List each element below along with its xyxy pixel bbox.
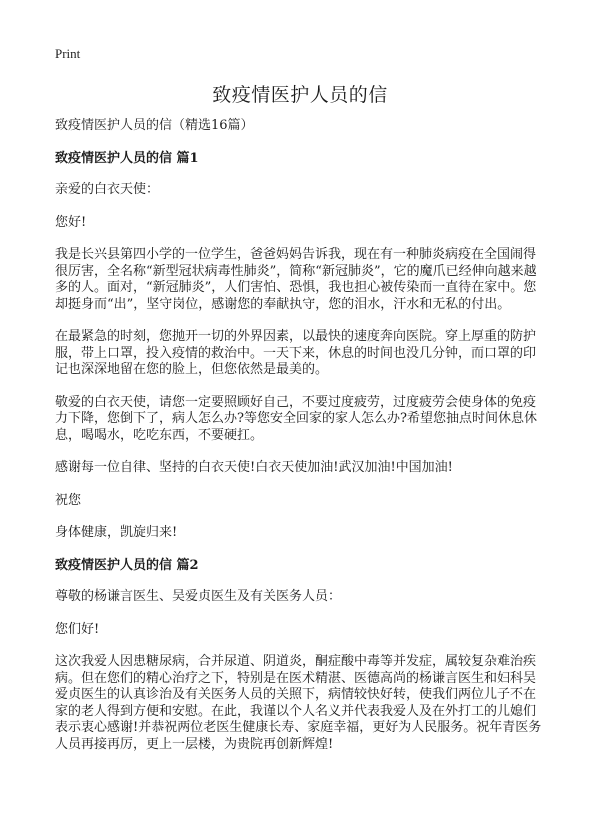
- greeting: 您好!: [55, 214, 87, 230]
- salutation: 亲爱的白衣天使：: [55, 182, 160, 197]
- salutation: 尊敬的杨谦言医生、吴爱贞医生及有关医务人员：: [55, 589, 342, 604]
- closing-line: 祝您: [55, 492, 82, 508]
- document-subtitle: 致疫情医护人员的信（精选16篇）: [55, 118, 254, 133]
- body-paragraph: 感谢每一位自律、坚持的白衣天使!白衣天使加油!武汉加油!中国加油!: [55, 460, 453, 475]
- print-link[interactable]: Print: [55, 46, 81, 61]
- body-paragraph: 我是长兴县第四小学的一位学生，爸爸妈妈告诉我，现在有一种肺炎病疫在全国闹得很厉害，全名称“新型冠状病毒性肺炎”，简称“新冠肺炎”，它的魔爪已经伸向越来越多的人。面对，“新冠肺炎”，人们害怕、恐惧，我也担心被传染而一直待在家中。您却挺身而“出”，坚守岗位，感谢您的奉献执守，您的泪水，汗水和无私的付出。: [55, 247, 537, 312]
- section-heading-2: 致疫情医护人员的信 篇2: [55, 557, 199, 573]
- closing-wish: 身体健康，凯旋归来!: [55, 525, 178, 540]
- document-title: 致疫情医护人员的信: [212, 84, 388, 106]
- greeting: 您们好!: [55, 621, 100, 637]
- body-paragraph: 这次我爱人因患糖尿病，合并尿道、阴道炎，酮症酸中毒等并发症，属较复杂难治疾病。但在您们的精心治疗之下，特别是在医术精湛、医德高尚的杨谦言医生和妇科吴爱贞医生的认真诊治及有关医务人员的关照下，病情较快好转，使我们两位儿子不在家的老人得到方便和安慰。在此，我谨以个人名义并代表我爱人及在外打工的儿媳们表示衷心感谢!并恭祝两位老医生健康长寿、家庭幸福，更好为人民服务。祝年青医务人员再接再厉，更上一层楼，为贵院再创新辉煌!: [55, 654, 542, 752]
- document-body: [55, 118, 545, 769]
- body-paragraph: 敬爱的白衣天使，请您一定要照顾好自己，不要过度疲劳，过度疲劳会使身体的免疫力下降，您倒下了，病人怎么办?等您安全回家的家人怎么办?希望您抽点时间休息休息，喝喝水，吃吃东西，不要硬扛。: [55, 394, 537, 443]
- section-heading-1: 致疫情医护人员的信 篇1: [55, 150, 199, 166]
- body-paragraph: 在最紧急的时刻，您抛开一切的外界因素，以最快的速度奔向医院。穿上厚重的防护服，带上口罩，投入疫情的救治中。一天下来，休息的时间也没几分钟，而口罩的印记也深深地留在您的脸上，但您依然是最美的。: [55, 329, 537, 377]
